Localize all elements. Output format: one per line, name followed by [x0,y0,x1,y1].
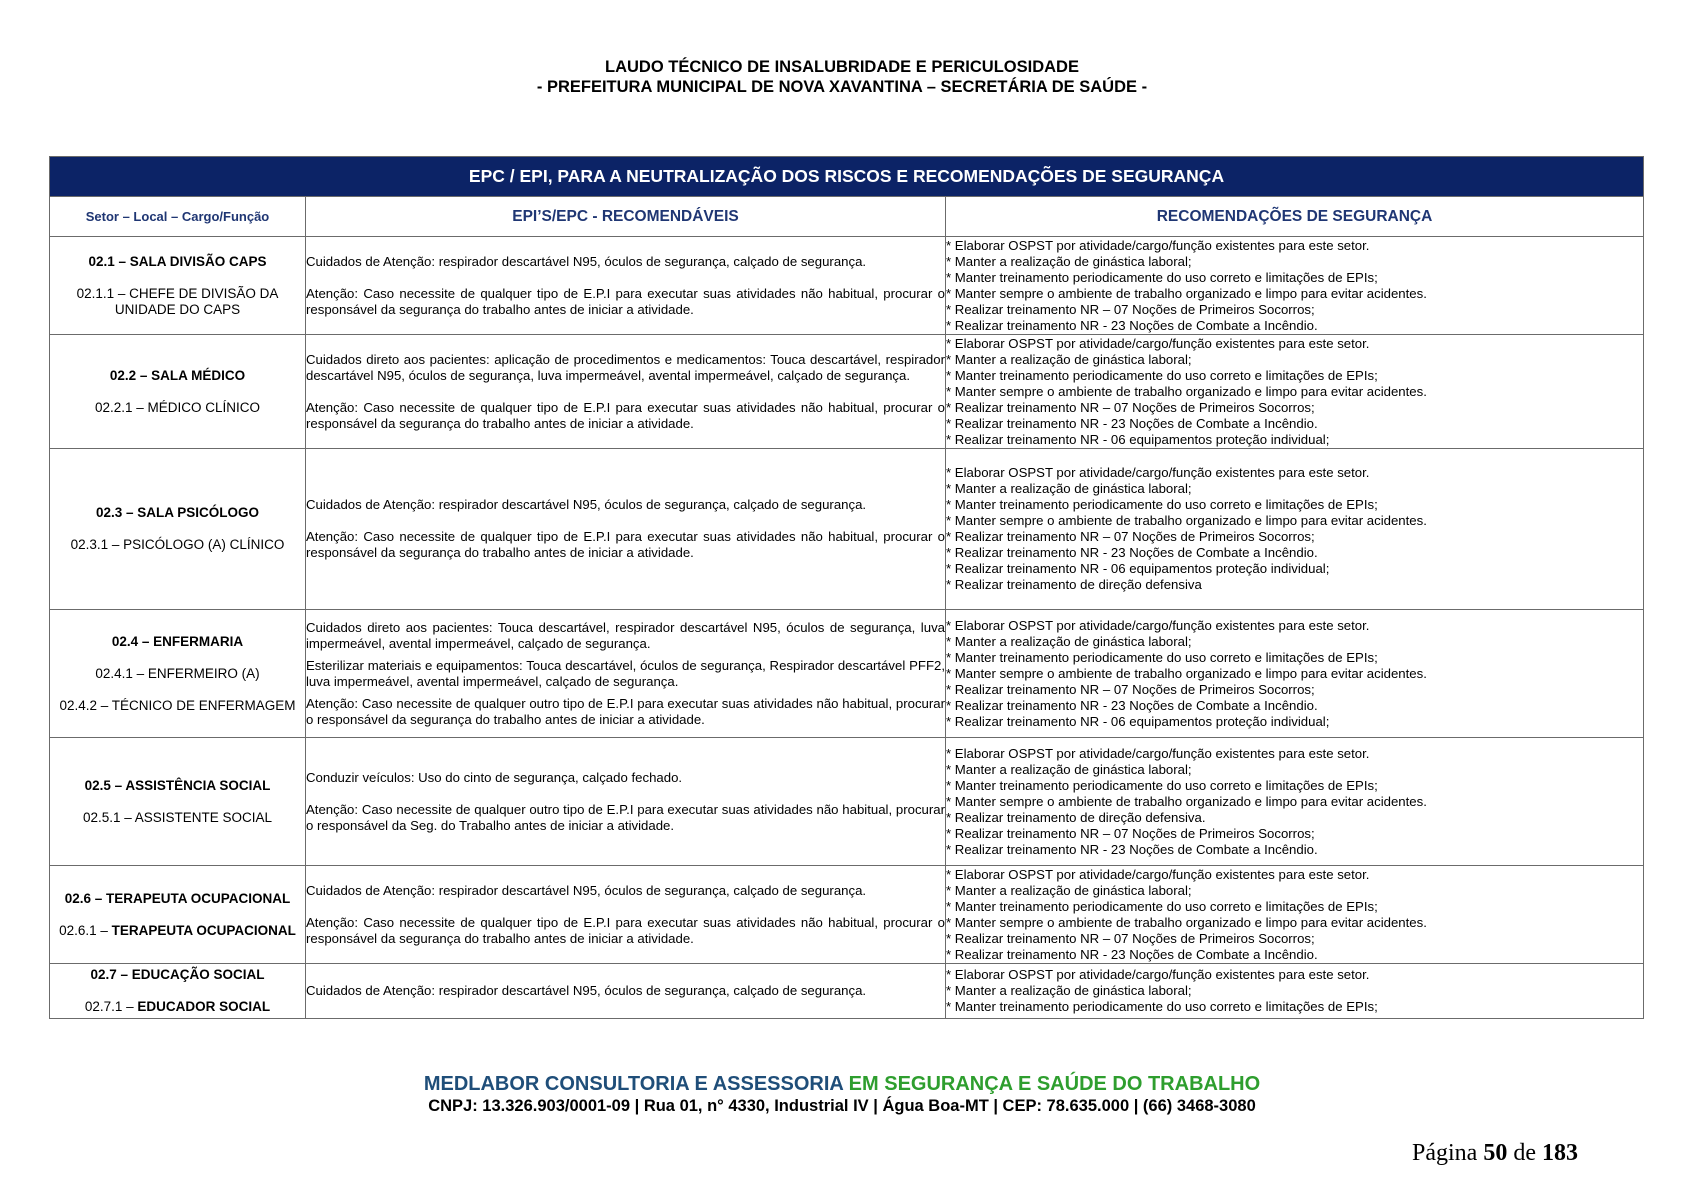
epi-paragraph: Cuidados de Atenção: respirador descartável N95, óculos de segurança, calçado de segurança. [306,882,867,898]
recommendation-item: * Manter sempre o ambiente de trabalho organizado e limpo para evitar acidentes. [946,383,1427,399]
sector-cell [50,964,306,1019]
sector-role-code: 02.4.1 – ENFERMEIRO (A) [95,665,260,681]
sector-cell [50,610,306,738]
epi-cell [306,335,946,449]
table-body [50,237,1644,1019]
epi-paragraph: Atenção: Caso necessite de qualquer outro tipo de E.P.I para executar suas atividades não habitual, procurar o responsável da Seg. do Trabalho antes de iniciar a atividade. [306,801,945,833]
recommendation-item: * Manter a realização de ginástica laboral; [946,983,1192,998]
sector-title: 02.5 – ASSISTÊNCIA SOCIAL [84,777,271,793]
recommendation-item: * Manter sempre o ambiente de trabalho organizado e limpo para evitar acidentes. [946,665,1427,681]
sector-cell [50,738,306,866]
epi-cell [306,610,946,738]
recommendation-item: * Realizar treinamento NR - 23 Noções de Combate a Incêndio. [946,946,1318,962]
sector-title: 02.4 – ENFERMARIA [111,633,244,649]
sector-role-code: 02.5.1 – ASSISTENTE SOCIAL [82,809,273,825]
epi-cell [306,866,946,964]
footer-company [0,1073,1684,1096]
recommendation-item: * Realizar treinamento NR - 06 equipamentos proteção individual; [946,713,1330,729]
recommendation-item: * Realizar treinamento NR – 07 Noções de Primeiros Socorros; [946,399,1315,415]
epi-cell [306,738,946,866]
document-title: LAUDO TÉCNICO DE INSALUBRIDADE E PERICULOSIDADE [605,58,1079,76]
epi-cell [306,449,946,610]
recommendations-cell [946,738,1644,866]
sector-role-name: EDUCADOR SOCIAL [137,999,271,1014]
recommendations-cell [946,237,1644,335]
recommendation-item: * Realizar treinamento NR - 06 equipamentos proteção individual; [946,561,1330,576]
recommendation-item: * Manter a realização de ginástica laboral; [946,761,1192,777]
recommendation-item: * Manter a realização de ginástica laboral; [946,882,1192,898]
page-prefix: Página [1412,1140,1478,1166]
table-banner: EPC / EPI, PARA A NEUTRALIZAÇÃO DOS RISCOS E RECOMENDAÇÕES DE SEGURANÇA [50,157,1644,197]
sector-role-code: 02.7.1 – [84,999,138,1014]
recommendation-item: * Manter a realização de ginástica laboral; [946,481,1192,496]
epi-paragraph: Atenção: Caso necessite de qualquer tipo de E.P.I para executar suas atividades não habitual, procurar o responsável da segurança do trabalho antes de iniciar a atividade. [306,914,945,946]
document-header [0,57,1684,97]
sector-role-code: 02.3.1 – PSICÓLOGO (A) CLÍNICO [70,537,285,552]
recommendation-item: * Realizar treinamento NR – 07 Noções de Primeiros Socorros; [946,681,1315,697]
sector-role [50,698,305,714]
epi-paragraph: Cuidados direto aos pacientes: aplicação de procedimentos e medicamentos: Touca descartável, respirador descartável N95, óculos de segurança, luva impermeável, avental impermeável, calçado de segurança. [306,351,945,383]
table-row [50,738,1644,866]
recommendation-item: * Elaborar OSPST por atividade/cargo/função existentes para este setor. [946,335,1370,351]
epi-paragraph: Atenção: Caso necessite de qualquer outro tipo de E.P.I para executar suas atividades não habitual, procurar o responsável da segurança do trabalho antes de iniciar a atividade. [306,695,945,727]
epi-paragraph: Atenção: Caso necessite de qualquer tipo de E.P.I para executar suas atividades não habitual, procurar o responsável da segurança do trabalho antes de iniciar a atividade. [306,285,945,317]
sector-title: 02.3 – SALA PSICÓLOGO [95,505,260,520]
table-row [50,610,1644,738]
recommendation-item: * Manter treinamento periodicamente do uso correto e limitações de EPIs; [946,497,1378,512]
footer-contact-info: CNPJ: 13.326.903/0001-09 | Rua 01, n° 4330, Industrial IV | Água Boa-MT | CEP: 78.635.000 | (66) 3468-3080 [428,1097,1256,1115]
epi-paragraph: Conduzir veículos: Uso do cinto de segurança, calçado fechado. [306,769,683,785]
recommendation-item: * Realizar treinamento NR – 07 Noções de Primeiros Socorros; [946,301,1315,317]
recommendation-item: * Realizar treinamento NR - 23 Noções de Combate a Incêndio. [946,545,1318,560]
page-separator: de [1513,1140,1536,1166]
recommendation-item: * Realizar treinamento NR – 07 Noções de Primeiros Socorros; [946,930,1315,946]
recommendation-item: * Realizar treinamento NR – 07 Noções de Primeiros Socorros; [946,825,1315,841]
sector-role [50,999,305,1015]
recommendation-item: * Realizar treinamento NR - 23 Noções de Combate a Incêndio. [946,697,1318,713]
sector-cell [50,335,306,449]
recommendation-item: * Elaborar OSPST por atividade/cargo/função existentes para este setor. [946,866,1370,882]
table-row [50,335,1644,449]
recommendation-item: * Manter treinamento periodicamente do uso correto e limitações de EPIs; [946,777,1378,793]
recommendation-item: * Manter a realização de ginástica laboral; [946,253,1192,269]
recommendations-cell [946,610,1644,738]
document-subtitle: - PREFEITURA MUNICIPAL DE NOVA XAVANTINA – SECRETÁRIA DE SAÚDE - [536,78,1148,96]
epi-paragraph: Cuidados de Atenção: respirador descartável N95, óculos de segurança, calçado de segurança. [306,497,867,512]
epi-paragraph: Esterilizar materiais e equipamentos: Touca descartável, óculos de segurança, Respirador descartável PFF2, luva impermeável, avental impermeável, calçado de segurança. [306,657,945,689]
sector-role [50,400,305,416]
recommendation-item: * Manter treinamento periodicamente do uso correto e limitações de EPIs; [946,898,1378,914]
table-row [50,866,1644,964]
epi-paragraph: Atenção: Caso necessite de qualquer tipo de E.P.I para executar suas atividades não habitual, procurar o responsável da segurança do trabalho antes de iniciar a atividade. [306,529,945,560]
epi-cell [306,964,946,1019]
sector-title: 02.1 – SALA DIVISÃO CAPS [88,253,267,269]
recommendation-item: * Realizar treinamento NR - 06 equipamentos proteção individual; [946,431,1330,447]
recommendation-item: * Manter treinamento periodicamente do uso correto e limitações de EPIs; [946,367,1378,383]
recommendation-item: * Elaborar OSPST por atividade/cargo/função existentes para este setor. [946,465,1370,480]
recommendation-item: * Realizar treinamento de direção defensiva. [946,809,1206,825]
recommendation-item: * Manter treinamento periodicamente do uso correto e limitações de EPIs; [946,649,1378,665]
epi-paragraph: Cuidados direto aos pacientes: Touca descartável, respirador descartável N95, óculos de segurança, luva impermeável, avental impermeável, calçado de segurança. [306,619,945,651]
recommendation-item: * Manter sempre o ambiente de trabalho organizado e limpo para evitar acidentes. [946,513,1427,528]
footer-company-tagline: EM SEGURANÇA E SAÚDE DO TRABALHO [848,1073,1261,1095]
recommendation-item: * Manter treinamento periodicamente do uso correto e limitações de EPIs; [946,269,1378,285]
column-header-recommendations: RECOMENDAÇÕES DE SEGURANÇA [946,197,1644,237]
sector-role [50,286,305,318]
recommendation-item: * Manter sempre o ambiente de trabalho organizado e limpo para evitar acidentes. [946,914,1427,930]
sector-role [50,666,305,682]
column-header-epi: EPI’S/EPC - RECOMENDÁVEIS [306,197,946,237]
recommendation-item: * Realizar treinamento de direção defensiva [946,577,1202,592]
sector-cell [50,866,306,964]
page-total: 183 [1542,1140,1578,1166]
epi-cell [306,237,946,335]
sector-role-name: TERAPEUTA OCUPACIONAL [111,922,296,938]
recommendation-item: * Realizar treinamento NR - 23 Noções de Combate a Incêndio. [946,841,1318,857]
recommendation-item: * Realizar treinamento NR – 07 Noções de Primeiros Socorros; [946,529,1315,544]
epi-paragraph: Cuidados de Atenção: respirador descartável N95, óculos de segurança, calçado de segurança. [306,983,867,998]
epi-paragraph: Atenção: Caso necessite de qualquer tipo de E.P.I para executar suas atividades não habitual, procurar o responsável da segurança do trabalho antes de iniciar a atividade. [306,399,945,431]
sector-cell [50,449,306,610]
sector-title: 02.7 – EDUCAÇÃO SOCIAL [90,967,265,982]
sector-role [50,923,305,939]
recommendation-item: * Elaborar OSPST por atividade/cargo/função existentes para este setor. [946,617,1370,633]
epi-paragraph: Cuidados de Atenção: respirador descartável N95, óculos de segurança, calçado de segurança. [306,253,867,269]
recommendation-item: * Realizar treinamento NR - 23 Noções de Combate a Incêndio. [946,415,1318,431]
recommendation-item: * Manter treinamento periodicamente do uso correto e limitações de EPIs; [946,999,1378,1014]
recommendation-item: * Elaborar OSPST por atividade/cargo/função existentes para este setor. [946,745,1370,761]
column-header-sector: Setor – Local – Cargo/Função [50,197,306,237]
recommendations-cell [946,449,1644,610]
table-row [50,449,1644,610]
footer-company-name: MEDLABOR CONSULTORIA E ASSESSORIA [423,1073,844,1095]
page-number [1412,1140,1578,1167]
recommendation-item: * Manter sempre o ambiente de trabalho organizado e limpo para evitar acidentes. [946,793,1427,809]
table-row [50,964,1644,1019]
recommendation-item: * Elaborar OSPST por atividade/cargo/função existentes para este setor. [946,237,1370,253]
sector-role-code: 02.2.1 – MÉDICO CLÍNICO [94,399,261,415]
table-row [50,237,1644,335]
recommendations-cell [946,964,1644,1019]
sector-cell [50,237,306,335]
sector-role [50,537,305,553]
sector-role-code: 02.1.1 – CHEFE DE DIVISÃO DA UNIDADE DO CAPS [76,285,279,317]
recommendation-item: * Elaborar OSPST por atividade/cargo/função existentes para este setor. [946,967,1370,982]
sector-title: 02.6 – TERAPEUTA OCUPACIONAL [64,890,291,906]
sector-role [50,810,305,826]
recommendation-item: * Manter a realização de ginástica laboral; [946,633,1192,649]
sector-role-code: 02.6.1 – [59,922,112,938]
recommendation-item: * Realizar treinamento NR - 23 Noções de Combate a Incêndio. [946,317,1318,333]
recommendation-item: * Manter a realização de ginástica laboral; [946,351,1192,367]
recommendation-item: * Manter sempre o ambiente de trabalho organizado e limpo para evitar acidentes. [946,285,1427,301]
epi-recommendations-table [49,156,1644,1019]
page-current: 50 [1483,1140,1508,1166]
sector-role-code: 02.4.2 – TÉCNICO DE ENFERMAGEM [59,697,296,713]
recommendations-cell [946,866,1644,964]
recommendations-cell [946,335,1644,449]
sector-title: 02.2 – SALA MÉDICO [109,367,246,383]
